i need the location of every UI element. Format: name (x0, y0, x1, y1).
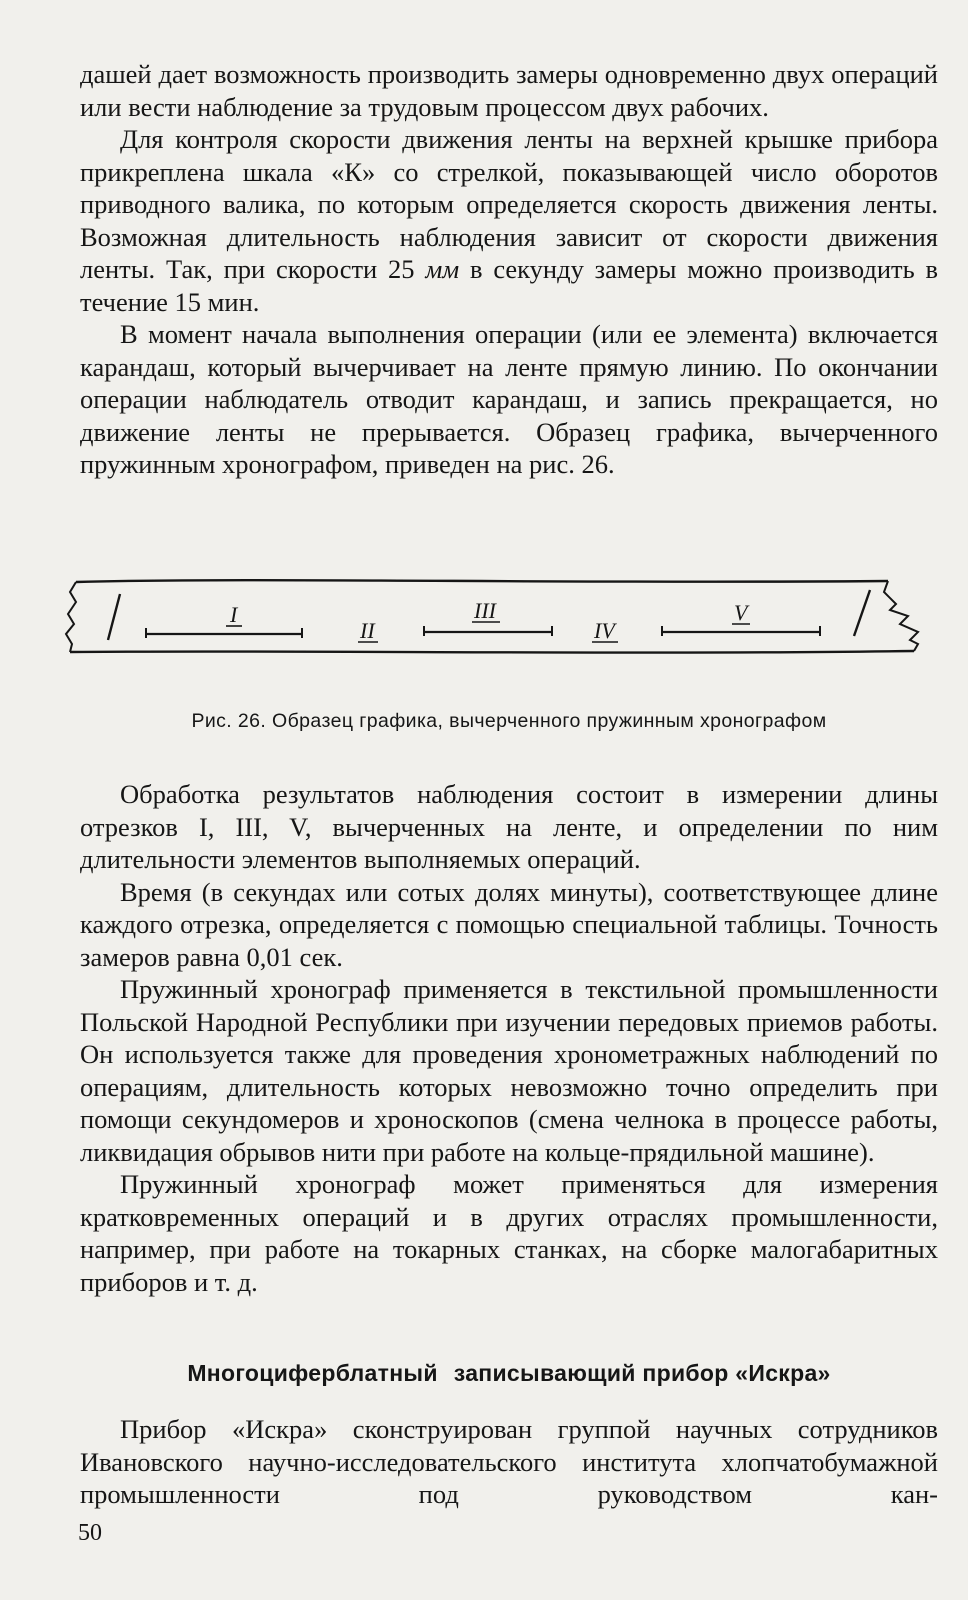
tape-top-edge (76, 580, 888, 582)
label-III: III (474, 598, 496, 623)
section-heading-part2: записывающий прибор «Искра» (453, 1360, 831, 1386)
label-IV: IV (594, 618, 615, 643)
text-block-top (80, 58, 938, 481)
paragraph (80, 123, 938, 318)
paragraph: дашей дает возможность производить замеры одновременно двух операций или вести наблюдение за трудовым процессом двух рабочих. (80, 59, 938, 122)
section-heading-part1: Многоциферблатный (187, 1360, 438, 1386)
page-number: 50 (78, 1520, 102, 1546)
paragraph-text: в секунду замеры можно производить в течение 15 мин. (80, 254, 939, 317)
figure-caption: Рис. 26. Образец графика, вычерченного пружинным хронографом (191, 710, 827, 732)
segment-V (662, 626, 820, 636)
segment-I (146, 628, 302, 638)
label-I: I (230, 602, 238, 627)
paragraph: Обработка результатов наблюдения состоит в измерении длины отрезков I, III, V, вычерченных на ленте, и определении по ним длительности элементов выполняемых операций. (80, 779, 938, 874)
text-block-bottom (80, 778, 938, 1298)
paragraph-text: Для контроля скорости движения ленты на верхней крышке прибора прикреплена шкала «К» со стрелкой, показывающей число оборотов приводного валика, по которым определяется скорость движения ленты. Возможная длительность наблюдения зависит от скорости движения ленты. Так, при скорости 25 (80, 124, 938, 284)
start-marker (108, 594, 120, 640)
section-heading (80, 1360, 938, 1387)
label-II: II (360, 618, 375, 643)
paragraph: Пружинный хронограф может применяться для измерения кратковременных операций и в других отраслях промышленности, например, при работе на токарных станках, на сборке малогабаритных приборов и т. д. (80, 1169, 938, 1297)
figure-chronograph-tape (62, 578, 952, 678)
paragraph: Прибор «Искра» сконструирован группой научных сотрудников Ивановского научно-исследовательского института хлопчатобумажной промышленности под руководством кан- (80, 1414, 938, 1509)
tape-bottom-edge (70, 651, 914, 653)
paragraph: Пружинный хронограф применяется в текстильной промышленности Польской Народной Республики при изучении передовых приемов работы. Он используется также для проведения хронометражных наблюдений по операциям, длительность которых невозможно точно определить при помощи секундомеров и хроноскопов (смена челнока в процессе работы, ликвидация обрывов нити при работе на кольце-прядильной машине). (80, 974, 938, 1167)
unit-mm: мм (425, 254, 460, 284)
tape-right-torn-edge (884, 581, 918, 651)
text-block-iskra (80, 1413, 938, 1511)
end-marker (854, 590, 870, 636)
label-V: V (734, 600, 748, 625)
segment-III (424, 626, 552, 636)
tape-left-torn-edge (66, 582, 76, 652)
tape-drawing (62, 578, 952, 678)
paragraph: Время (в секундах или сотых долях минуты), соответствующее длине каждого отрезка, определяется с помощью специальной таблицы. Точность замеров равна 0,01 сек. (80, 876, 938, 972)
paragraph: В момент начала выполнения операции (или ее элемента) включается карандаш, который вычерчивает на ленте прямую линию. По окончании операции наблюдатель отводит карандаш, и запись прекращается, но движение ленты не прерывается. Образец графика, вычерченного пружинным хронографом, приведен на рис. 26. (80, 319, 938, 479)
